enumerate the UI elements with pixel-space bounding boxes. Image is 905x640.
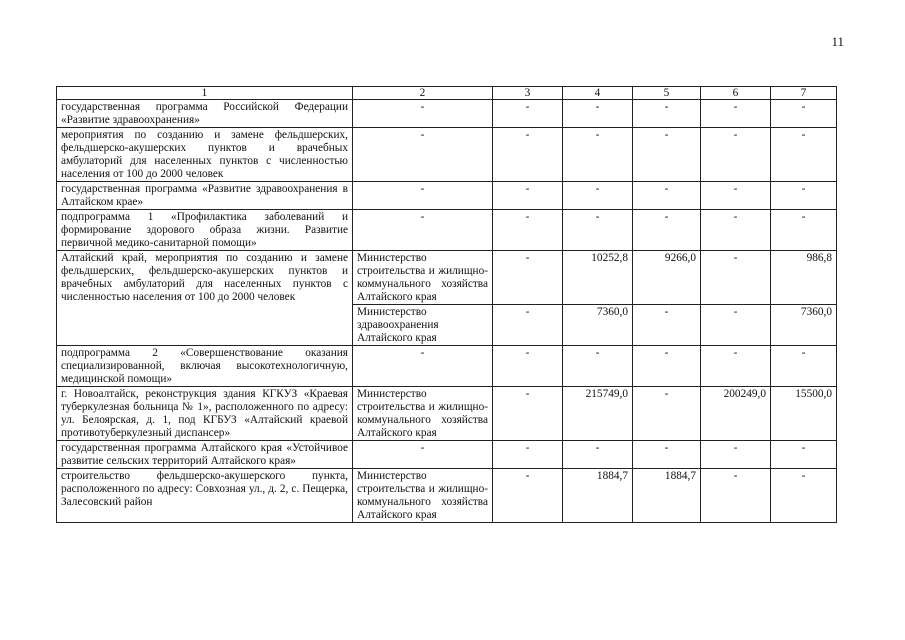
table-row (57, 387, 837, 441)
value-cell: - (701, 346, 771, 387)
row-title: государственная программа Российской Федерации «Развитие здравоохранения» (57, 100, 353, 128)
responsible-cell: - (353, 441, 493, 469)
value-cell: 10252,8 (563, 251, 633, 305)
value-cell: - (493, 387, 563, 441)
table-row (57, 346, 837, 387)
row-title: государственная программа Алтайского края «Устойчивое развитие сельских территорий Алтайского края» (57, 441, 353, 469)
column-header: 5 (633, 87, 701, 100)
budget-table (56, 86, 837, 523)
column-header: 2 (353, 87, 493, 100)
table-row (57, 210, 837, 251)
value-cell: - (563, 100, 633, 128)
value-cell: - (701, 469, 771, 523)
responsible-cell: - (353, 100, 493, 128)
value-cell: - (701, 182, 771, 210)
value-cell: - (701, 251, 771, 305)
responsible-cell: - (353, 128, 493, 182)
value-cell: - (633, 128, 701, 182)
value-cell: 7360,0 (563, 305, 633, 346)
table-row (57, 469, 837, 523)
value-cell: - (701, 441, 771, 469)
column-header: 1 (57, 87, 353, 100)
value-cell: - (771, 210, 837, 251)
value-cell: 9266,0 (633, 251, 701, 305)
value-cell: - (701, 305, 771, 346)
table-row (57, 251, 837, 305)
column-header: 7 (771, 87, 837, 100)
responsible-cell: - (353, 346, 493, 387)
page-number: 11 (831, 34, 844, 49)
table-header-row (57, 87, 837, 100)
value-cell: - (633, 182, 701, 210)
value-cell: - (771, 100, 837, 128)
value-cell: - (633, 346, 701, 387)
value-cell: - (633, 210, 701, 251)
row-title: г. Новоалтайск, реконструкция здания КГКУЗ «Краевая туберкулезная больница № 1», расположенного по адресу: ул. Белоярская, д. 1, под КГБУЗ «Алтайский краевой противотуберкулезный диспансер» (57, 387, 353, 441)
value-cell: - (493, 251, 563, 305)
table-row (57, 441, 837, 469)
value-cell: - (633, 387, 701, 441)
row-title: строительство фельдшерско-акушерского пункта, расположенного по адресу: Совхозная ул., д. 2, с. Пещерка, Залесовский район (57, 469, 353, 523)
value-cell: - (633, 305, 701, 346)
value-cell: - (563, 346, 633, 387)
value-cell: - (493, 469, 563, 523)
value-cell: 1884,7 (633, 469, 701, 523)
value-cell: - (493, 305, 563, 346)
value-cell: - (701, 100, 771, 128)
responsible-cell: - (353, 210, 493, 251)
row-title: мероприятия по созданию и замене фельдшерских, фельдшерско-акушерских пунктов и врачебных амбулаторий для населенных пунктов с численностью населения от 100 до 2000 человек (57, 128, 353, 182)
column-header: 4 (563, 87, 633, 100)
value-cell: - (633, 441, 701, 469)
value-cell: - (493, 128, 563, 182)
row-title: подпрограмма 2 «Совершенствование оказания специализированной, включая высокотехнологичную, медицинской помощи» (57, 346, 353, 387)
value-cell: 986,8 (771, 251, 837, 305)
value-cell: - (493, 100, 563, 128)
value-cell: - (771, 441, 837, 469)
responsible-cell: Министерство строительства и жилищно-коммунального хозяйства Алтайского края (353, 469, 493, 523)
responsible-cell: Министерство строительства и жилищно-коммунального хозяйства Алтайского края (353, 251, 493, 305)
value-cell: 215749,0 (563, 387, 633, 441)
value-cell: - (563, 441, 633, 469)
column-header: 6 (701, 87, 771, 100)
value-cell: 7360,0 (771, 305, 837, 346)
value-cell: 1884,7 (563, 469, 633, 523)
value-cell: 15500,0 (771, 387, 837, 441)
table-row (57, 182, 837, 210)
value-cell: - (701, 128, 771, 182)
row-title: подпрограмма 1 «Профилактика заболеваний и формирование здорового образа жизни. Развитие первичной медико-санитарной помощи» (57, 210, 353, 251)
table-row (57, 100, 837, 128)
row-title: Алтайский край, мероприятия по созданию и замене фельдшерских, фельдшерско-акушерских пунктов и врачебных амбулаторий для населенных пунктов с численностью населения от 100 до 2000 человек (57, 251, 353, 346)
table-row (57, 128, 837, 182)
responsible-cell: Министерство строительства и жилищно-коммунального хозяйства Алтайского края (353, 387, 493, 441)
value-cell: 200249,0 (701, 387, 771, 441)
value-cell: - (563, 128, 633, 182)
responsible-cell: - (353, 182, 493, 210)
value-cell: - (771, 469, 837, 523)
value-cell: - (493, 346, 563, 387)
value-cell: - (633, 100, 701, 128)
value-cell: - (771, 346, 837, 387)
value-cell: - (563, 210, 633, 251)
value-cell: - (701, 210, 771, 251)
value-cell: - (493, 182, 563, 210)
value-cell: - (493, 441, 563, 469)
value-cell: - (771, 182, 837, 210)
value-cell: - (771, 128, 837, 182)
row-title: государственная программа «Развитие здравоохранения в Алтайском крае» (57, 182, 353, 210)
column-header: 3 (493, 87, 563, 100)
value-cell: - (493, 210, 563, 251)
responsible-cell: Министерство здравоохранения Алтайского края (353, 305, 493, 346)
value-cell: - (563, 182, 633, 210)
